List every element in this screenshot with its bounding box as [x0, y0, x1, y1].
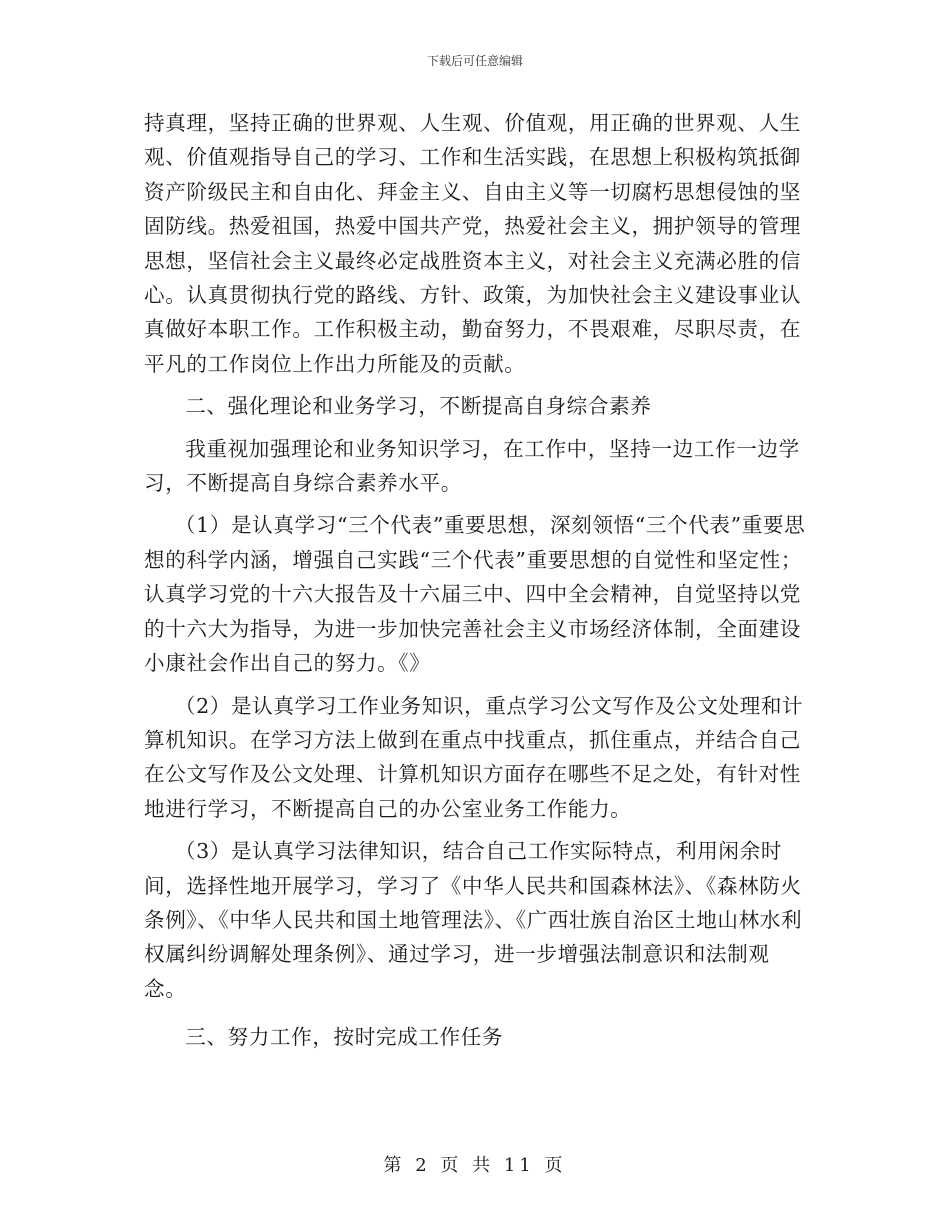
paragraph-continuation: 持真理，坚持正确的世界观、人生观、价值观，用正确的世界观、人生观、价值观指导自己的学习、工作和生活实践，在思想上积极构筑抵御资产阶级民主和自由化、拜金主义、自由主义等一切腐朽思想侵蚀的坚固防线。热爱祖国，热爱中国共产党，热爱社会主义，拥护领导的管理思想，坚信社会主义最终必定战胜资本主义，对社会主义充满必胜的信心。认真贯彻执行党的路线、方针、政策，为加快社会主义建设事业认真做好本职工作。工作积极主动，勤奋努力，不畏艰难，尽职尽责，在平凡的工作岗位上作出力所能及的贡献。 — [144, 111, 802, 376]
section-heading-2: 二、强化理论和业务学习，不断提高自身综合素养 — [185, 394, 652, 419]
paragraph-study-intro: 我重视加强理论和业务知识学习，在工作中，坚持一边工作一边学习，不断提高自身综合素养水平。 — [144, 436, 800, 496]
page-number: 第 2 页 共 11 页 — [383, 1155, 567, 1176]
page-header: 下载后可任意编辑 — [426, 54, 523, 68]
section-heading-3: 三、努力工作，按时完成工作任务 — [185, 1025, 504, 1050]
paragraph-item-2: （2）是认真学习工作业务知识，重点学习公文写作及公文处理和计算机知识。在学习方法上做到在重点中找重点，抓住重点，并结合自己在公文写作及公文处理、计算机知识方面存在哪些不足之处，有针对性地进行学习，不断提高自己的办公室业务工作能力。 — [144, 693, 804, 821]
paragraph-item-1: （1）是认真学习“三个代表”重要思想，深刻领悟“三个代表”重要思想的科学内涵，增强自己实践“三个代表”重要思想的自觉性和坚定性；认真学习党的十六大报告及十六届三中、四中全会精神，自觉坚持以党的十六大为指导，为进一步加快完善社会主义市场经济体制，全面建设小康社会作出自己的努力。《》 — [144, 513, 806, 676]
paragraph-item-3: （3）是认真学习法律知识，结合自己工作实际特点，利用闲余时间，选择性地开展学习，学习了《中华人民共和国森林法》、《森林防火条例》、《中华人民共和国土地管理法》、《广西壮族自治区土地山林水利权属纠纷调解处理条例》、通过学习，进一步增强法制意识和法制观念。 — [144, 839, 803, 1001]
document-body — [144, 106, 806, 1055]
